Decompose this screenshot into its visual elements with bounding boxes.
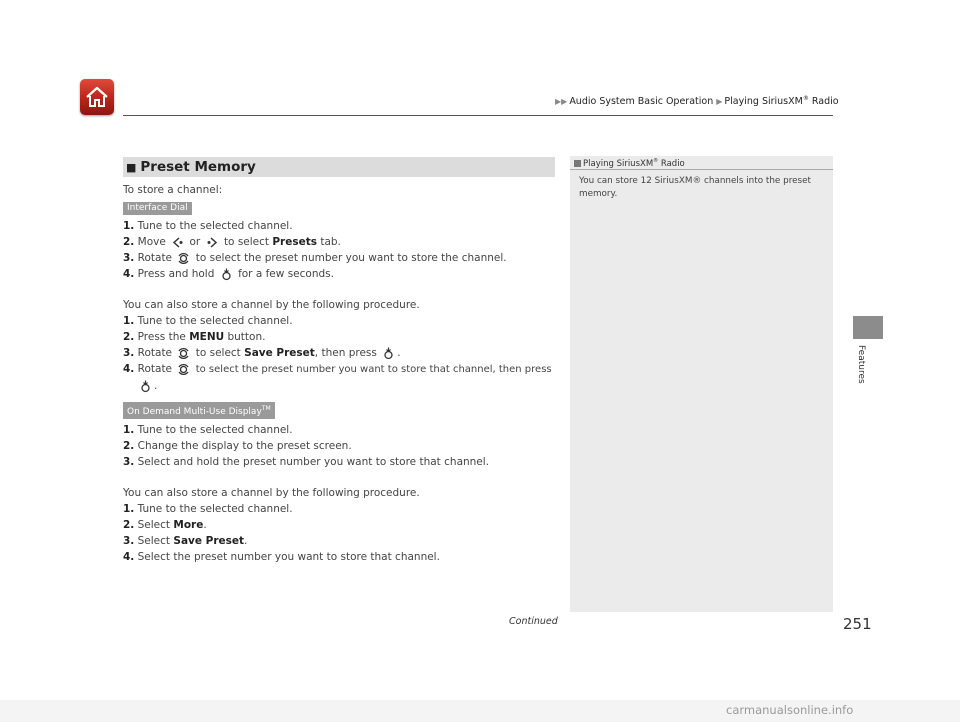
step-a2: 2. Move or to select Presets tab.: [123, 236, 341, 248]
step-b3: 3. Rotate to select Save Preset, then press .: [123, 347, 401, 359]
dial-left-icon: [171, 236, 184, 249]
step-d4: 4. Select the preset number you want to store that channel.: [123, 551, 440, 563]
dial-press-icon: [139, 380, 152, 393]
alt-intro-text-2: You can also store a channel by the following procedure.: [123, 487, 420, 499]
step-c1: 1. Tune to the selected channel.: [123, 424, 293, 436]
step-b1: 1. Tune to the selected channel.: [123, 315, 293, 327]
dial-rotate-icon: [177, 363, 190, 376]
section-square-icon: ■: [126, 160, 137, 174]
features-side-tab[interactable]: [853, 316, 883, 339]
step-a1: 1. Tune to the selected channel.: [123, 220, 293, 232]
step-c2: 2. Change the display to the preset screen.: [123, 440, 352, 452]
dial-press-icon: [220, 268, 233, 281]
alt-intro-text: You can also store a channel by the following procedure.: [123, 299, 420, 311]
watermark: carmanualsonline.info: [726, 703, 854, 717]
home-button[interactable]: [80, 79, 114, 115]
step-a4: 4. Press and hold for a few seconds.: [123, 268, 334, 280]
header-divider: [123, 115, 833, 116]
sidebar-body: You can store 12 SiriusXM® channels into the preset memory.: [579, 176, 811, 199]
step-d1: 1. Tune to the selected channel.: [123, 503, 293, 515]
page-number: 251: [843, 615, 872, 633]
breadcrumb-current: Playing SiriusXM® Radio: [724, 95, 839, 108]
side-section-label: Features: [856, 345, 866, 384]
step-a3: 3. Rotate to select the preset number you want to store the channel.: [123, 252, 507, 264]
continued-label: Continued: [509, 616, 558, 627]
intro-text: To store a channel:: [123, 184, 223, 196]
step-c3: 3. Select and hold the preset number you want to store that channel.: [123, 456, 490, 468]
step-d2: 2. Select More.: [123, 519, 207, 531]
step-b4: 4. Rotate to select the preset number you want to store that channel, then press: [123, 363, 552, 375]
section-title: Preset Memory: [140, 159, 256, 175]
sidebar-divider: [570, 169, 833, 170]
sidebar-note: [570, 156, 833, 612]
dial-rotate-icon: [177, 347, 190, 360]
sidebar-title: Playing SiriusXM® Radio: [574, 158, 685, 169]
dial-right-icon: [206, 236, 219, 249]
main-content: [123, 182, 555, 565]
interface-dial-tag: Interface Dial: [123, 202, 192, 215]
breadcrumb-arrow-icon: ▶▶: [555, 97, 568, 107]
section-header: [123, 157, 555, 177]
breadcrumb-link-audio[interactable]: Audio System Basic Operation: [569, 96, 714, 108]
step-d3: 3. Select Save Preset.: [123, 535, 248, 547]
step-b2: 2. Press the MENU button.: [123, 331, 266, 343]
breadcrumb: [555, 95, 839, 107]
on-demand-display-tag: On Demand Multi-Use Display™: [123, 402, 275, 419]
home-icon: [84, 84, 110, 110]
dial-press-icon: [382, 347, 395, 360]
step-b4-cont: .: [123, 378, 555, 394]
dial-rotate-icon: [177, 252, 190, 265]
note-marker-icon: [574, 160, 581, 167]
breadcrumb-arrow-icon: ▶: [716, 97, 723, 107]
